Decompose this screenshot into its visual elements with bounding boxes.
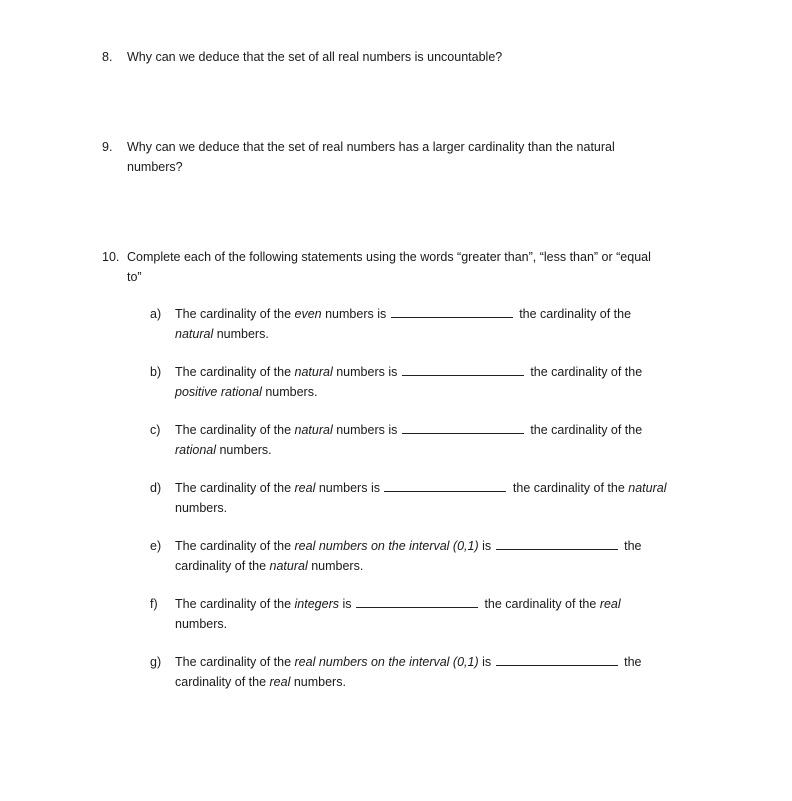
part-e-pre: The cardinality of the [175,539,295,553]
part-c-post: the cardinality of the [526,423,643,437]
part-f-label: f) [150,597,158,611]
part-e-line-2 [175,556,363,576]
question-8-line-1: Why can we deduce that the set of all real numbers is uncountable? [127,50,503,64]
part-c-line-1 [175,420,642,440]
part-g-line2-pre: cardinality of the [175,675,270,689]
part-e-answer-blank[interactable] [496,536,618,550]
part-b-end: numbers. [261,385,318,399]
part-d-answer-blank[interactable] [384,478,506,492]
part-c-label: c) [150,423,161,437]
part-d-line-1 [175,478,667,498]
part-e-term: real numbers on the interval (0,1) [294,539,479,553]
question-10-line-2: to” [127,270,142,284]
part-g-line-2 [175,672,346,692]
part-e-label: e) [150,539,162,553]
part-d-pre: The cardinality of the [175,481,295,495]
part-f-mid: is [339,597,352,611]
part-b-pre: The cardinality of the [175,365,295,379]
part-e-post: the [620,539,642,553]
question-10-text [127,247,717,287]
part-g-answer-blank[interactable] [496,652,618,666]
part-b-label: b) [150,365,162,379]
part-d-mid: numbers is [315,481,380,495]
part-g-term: real numbers on the interval (0,1) [294,655,479,669]
part-b-answer-blank[interactable] [402,362,524,376]
part-c-line-2 [175,440,272,460]
question-8-text [127,47,717,67]
part-d-post-term: natural [628,481,667,495]
part-c-end: numbers. [216,443,272,457]
question-9-text [127,137,717,177]
part-g-post: the [620,655,642,669]
question-10-number: 10. [102,250,120,264]
part-f-post-term: real [599,597,621,611]
part-a-pre: The cardinality of the [175,307,295,321]
question-10-line-1: Complete each of the following statements using the words “greater than”, “less than” or “equal [127,250,651,264]
part-b-line-2 [175,382,317,402]
part-g-line-1 [175,652,641,672]
part-c-answer-blank[interactable] [402,420,524,434]
part-e-line2-pre: cardinality of the [175,559,270,573]
part-f-line-2 [175,614,227,634]
part-e-line-1 [175,536,641,556]
part-f-line-1 [175,594,621,614]
part-a-label: a) [150,307,162,321]
part-a-line-2 [175,324,269,344]
question-9-number: 9. [102,140,113,154]
part-d-term: real [294,481,316,495]
part-a-end: numbers. [213,327,269,341]
part-e-term-2: natural [269,559,308,573]
part-b-term-2: positive rational [175,385,262,399]
part-g-pre: The cardinality of the [175,655,295,669]
part-e-mid: is [478,539,492,553]
part-g-end: numbers. [290,675,346,689]
part-f-answer-blank[interactable] [356,594,478,608]
question-9-line-1: Why can we deduce that the set of real numbers has a larger cardinality than the natural [127,140,615,154]
part-c-mid: numbers is [332,423,398,437]
part-d-label: d) [150,481,162,495]
part-g-term-2: real [269,675,291,689]
question-8-number: 8. [102,50,113,64]
part-f-end: numbers. [175,617,228,631]
part-a-post: the cardinality of the [515,307,632,321]
part-d-line-2 [175,498,227,518]
question-9-line-2: numbers? [127,160,183,174]
part-a-line-1 [175,304,631,324]
part-b-post: the cardinality of the [526,365,643,379]
part-b-term: natural [294,365,333,379]
part-d-post: the cardinality of the [509,481,629,495]
part-c-term: natural [294,423,333,437]
part-a-term: even [294,307,322,321]
part-f-pre: The cardinality of the [175,597,295,611]
part-f-term: integers [294,597,339,611]
part-c-term-2: rational [175,443,216,457]
part-f-post: the cardinality of the [480,597,600,611]
part-a-mid: numbers is [321,307,387,321]
part-g-label: g) [150,655,162,669]
part-c-pre: The cardinality of the [175,423,295,437]
part-a-answer-blank[interactable] [391,304,513,318]
part-d-end: numbers. [175,501,228,515]
part-g-mid: is [478,655,492,669]
part-e-end: numbers. [307,559,364,573]
part-b-mid: numbers is [332,365,398,379]
part-a-term-2: natural [175,327,214,341]
part-b-line-1 [175,362,642,382]
